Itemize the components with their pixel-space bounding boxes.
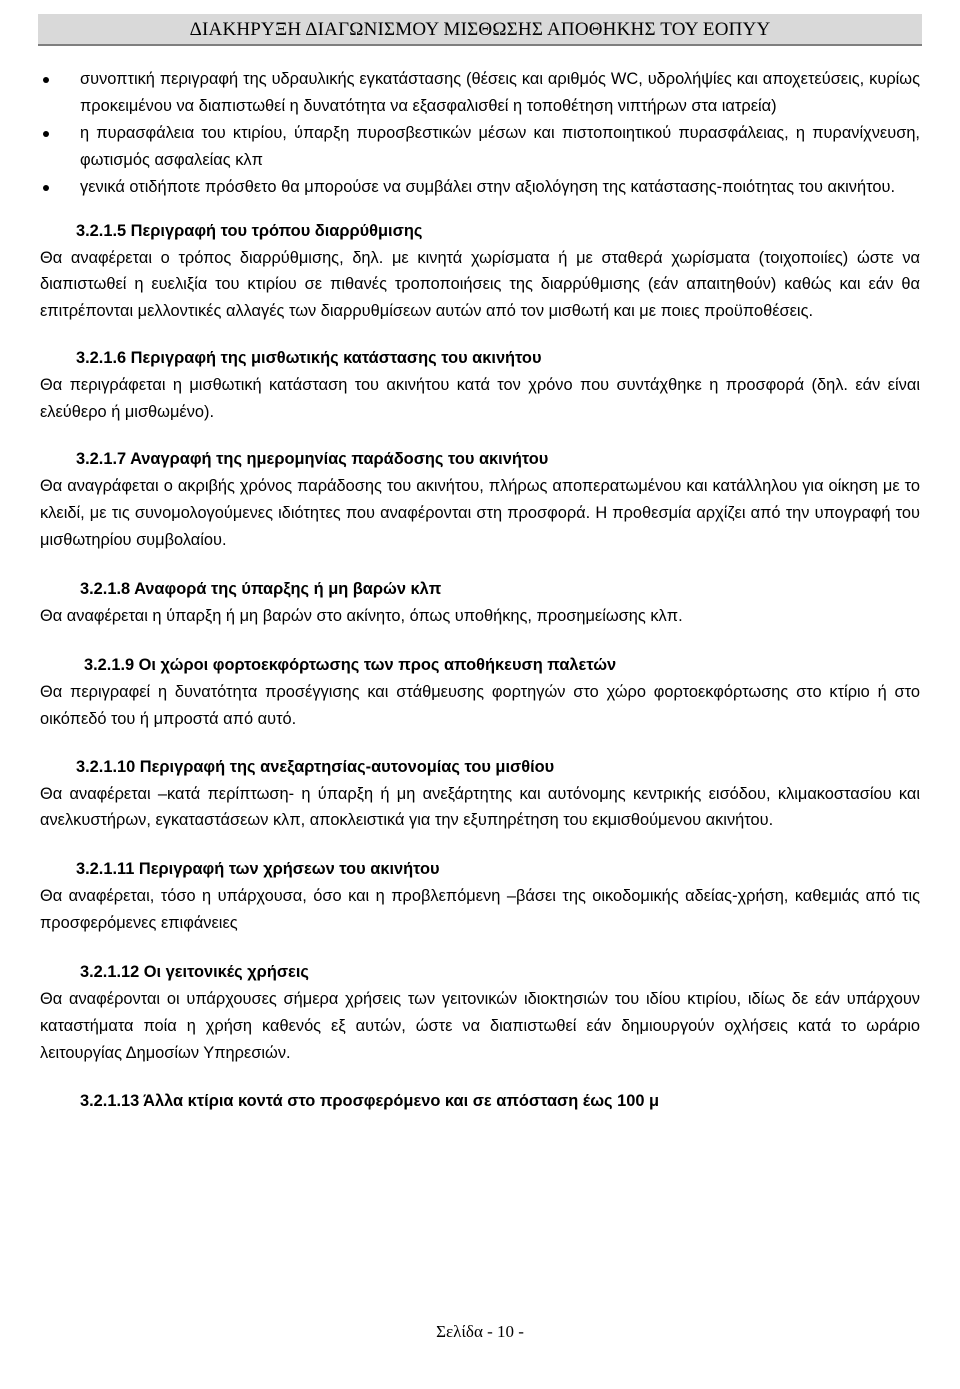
section-3-2-1-10	[40, 754, 920, 835]
section-3-2-1-5	[40, 218, 920, 326]
section-3-2-1-6	[40, 345, 920, 426]
section-heading: 3.2.1.8 Αναφορά της ύπαρξης ή μη βαρών κλπ	[80, 579, 442, 598]
list-item-text: συνοπτική περιγραφή της υδραυλικής εγκατάστασης (θέσεις και αριθμός WC, υδρολήψίες και αποχετεύσεις, κυρίως προκειμένου να διαπιστωθεί η δυνατότητα να εξασφαλισθεί η τοποθέτηση νιπτήρων στα ιατρεία)	[80, 70, 920, 115]
list-item-text: γενικά οτιδήποτε πρόσθετο θα μπορούσε να συμβάλει στην αξιολόγηση της κατάστασης-ποιότητας του ακινήτου.	[80, 177, 895, 196]
bullet-icon	[43, 131, 49, 137]
section-body: Θα αναφέρονται οι υπάρχουσες σήμερα χρήσεις των γειτονικών ιδιοκτησιών του ιδίου κτιρίου, ιδίως δε εάν υπάρχουν καταστήματα ποία η χρήση καθενός εξ αυτών, ώστε να διαπιστωθεί εάν δημιουργούν οχλήσεις κατά το ωράριο λειτουργίας Δημοσίων Υπηρεσιών.	[40, 990, 920, 1062]
bullet-icon	[43, 77, 49, 83]
section-heading: 3.2.1.10 Περιγραφή της ανεξαρτησίας-αυτονομίας του μισθίου	[76, 757, 555, 776]
section-heading: 3.2.1.9 Οι χώροι φορτοεκφόρτωσης των προς αποθήκευση παλετών	[84, 655, 617, 674]
section-body: Θα αναφέρεται η ύπαρξη ή μη βαρών στο ακίνητο, όπως υποθήκης, προσημείωσης κλπ.	[40, 606, 683, 625]
section-3-2-1-13	[40, 1088, 920, 1115]
list-item	[40, 120, 920, 174]
list-item-text: η πυρασφάλεια του κτιρίου, ύπαρξη πυροσβεστικών μέσων και πιστοποιητικού πυρασφάλειας, η πυρανίχνευση, φωτισμός ασφαλείας κλπ	[80, 123, 920, 169]
list-item	[40, 174, 920, 201]
section-heading: 3.2.1.6 Περιγραφή της μισθωτικής κατάστασης του ακινήτου	[76, 349, 542, 368]
list-item	[40, 66, 920, 120]
section-heading: 3.2.1.12 Οι γειτονικές χρήσεις	[80, 963, 309, 982]
document-header-title: ΔΙΑΚΗΡΥΞΗ ΔΙΑΓΩΝΙΣΜΟΥ ΜΙΣΘΩΣΗΣ ΑΠΟΘΗΚΗΣ ΤΟΥ ΕΟΠΥΥ	[189, 19, 771, 40]
section-3-2-1-12	[40, 959, 920, 1067]
section-heading: 3.2.1.11 Περιγραφή των χρήσεων του ακινήτου	[76, 860, 440, 879]
section-heading: 3.2.1.5 Περιγραφή του τρόπου διαρρύθμισης	[76, 221, 423, 240]
section-3-2-1-8	[40, 576, 920, 630]
page-number: Σελίδα - 10 -	[436, 1322, 524, 1341]
section-body: Θα περιγράφεται η μισθωτική κατάσταση του ακινήτου κατά τον χρόνο που συντάχθηκε η προσφορά (δηλ. εάν είναι ελεύθερο ή μισθωμένο).	[40, 376, 920, 422]
section-3-2-1-11	[40, 856, 920, 937]
section-3-2-1-9	[40, 652, 920, 733]
section-heading: 3.2.1.7 Αναγραφή της ημερομηνίας παράδοσης του ακινήτου	[76, 450, 549, 469]
section-body: Θα αναφέρεται ο τρόπος διαρρύθμισης, δηλ. με κινητά χωρίσματα ή με σταθερά χωρίσματα (τοιχοποιίες) ώστε να διαπιστωθεί η ευελιξία του κτιρίου σε πιθανές τροποποιήσεις της διαρρύθμισης (εάν απαιτηθούν) καθώς και εάν θα επιτρέπονται μελλοντικές αλλαγές των διαρρυθμίσεων αυτών από τον μισθωτή και με ποιες προϋποθέσεις.	[40, 248, 920, 321]
section-3-2-1-7	[40, 446, 920, 554]
section-body: Θα αναφέρεται, τόσο η υπάρχουσα, όσο και η προβλεπόμενη –βάσει της οικοδομικής αδείας-χρήση, καθεμιάς από τις προσφερόμενες επιφάνειες	[40, 887, 920, 933]
section-body: Θα αναφέρεται –κατά περίπτωση- η ύπαρξη ή μη ανεξάρτητης και αυτόνομης κεντρικής εισόδου, κλιμακοστασίου και ανελκυστήρων, εγκαταστάσεων κλπ, αποκλειστικά για την εξυπηρέτηση του εκμισθούμενου ακινήτου.	[40, 784, 920, 830]
bullet-list	[40, 66, 920, 201]
section-body: Θα περιγραφεί η δυνατότητα προσέγγισης και στάθμευσης φορτηγών στο χώρο φορτοεκφόρτωσης στο κτίριο ή στο οικόπεδό του ή μπροστά από αυτό.	[40, 682, 920, 728]
bullet-icon	[43, 185, 49, 191]
section-body: Θα αναγράφεται ο ακριβής χρόνος παράδοσης του ακινήτου, πλήρως αποπερατωμένου και κατάλληλου για οίκηση με το κλειδί, με τις συνομολογούμενες ιδιότητες που αναφέρονται στη προσφορά. Η προθεσμία αρχίζει από την υπογραφή του μισθωτηρίου συμβολαίου.	[40, 477, 920, 549]
page-content	[40, 66, 920, 1115]
section-heading: 3.2.1.13 Άλλα κτίρια κοντά στο προσφερόμενο και σε απόσταση έως 100 μ	[80, 1091, 660, 1110]
document-header	[38, 14, 922, 46]
